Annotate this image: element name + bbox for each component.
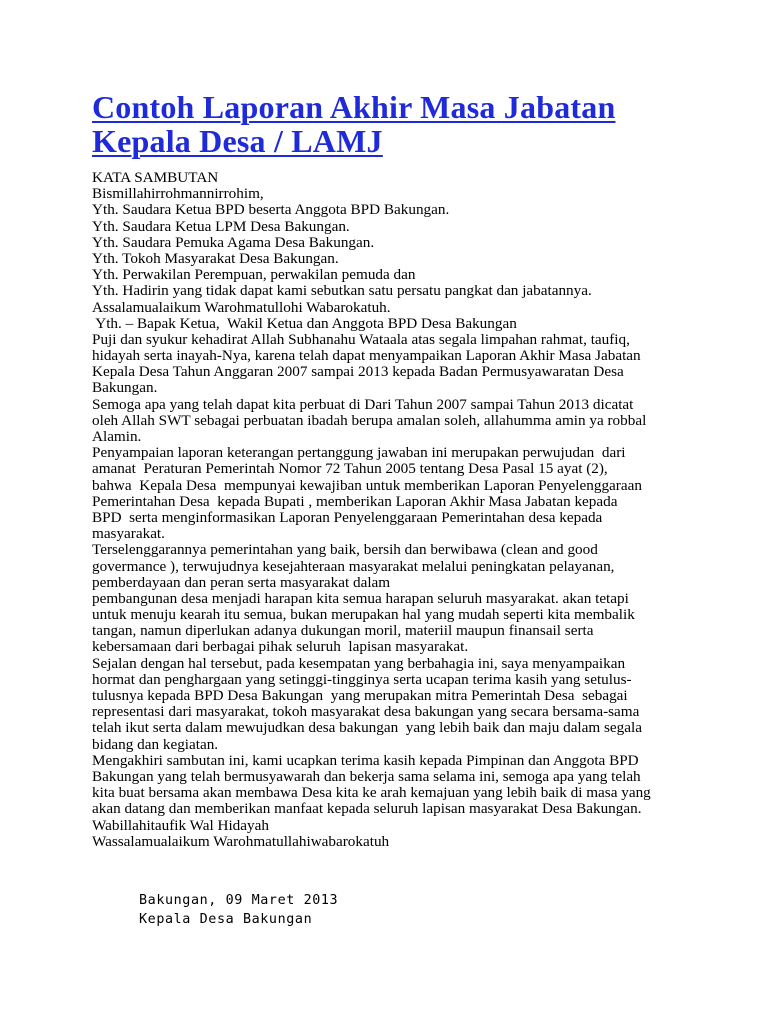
title-line-1: Contoh Laporan Akhir Masa Jabatan bbox=[92, 89, 616, 125]
body-line: KATA SAMBUTAN bbox=[92, 169, 219, 186]
body-line: tulusnya kepada BPD Desa Bakungan yang merupakan mitra Pemerintah Desa sebagai bbox=[92, 687, 628, 704]
body-line: Sejalan dengan hal tersebut, pada kesempatan yang berbahagia ini, saya menyampaikan bbox=[92, 654, 626, 672]
title-line-2: Kepala Desa / LAMJ bbox=[92, 123, 383, 159]
signature-place-date: Bakungan, 09 Maret 2013 bbox=[139, 893, 339, 908]
body-line: Yth. Perwakilan Perempuan, perwakilan pemuda dan bbox=[92, 266, 416, 284]
body-line: Yth. Hadirin yang tidak dapat kami sebutkan satu persatu pangkat dan jabatannya. bbox=[92, 282, 592, 300]
body-line: Pemerintahan Desa kepada Bupati , memberikan Laporan Akhir Masa Jabatan kepada bbox=[92, 492, 618, 510]
document-title[interactable] bbox=[92, 90, 712, 158]
body-line: Yth. Saudara Pemuka Agama Desa Bakungan. bbox=[92, 233, 375, 251]
body-line: tangan, namun diperlukan adanya dukungan moril, materiil maupun finansail serta bbox=[92, 622, 594, 640]
body-line: masyarakat. bbox=[92, 525, 165, 543]
body-line: Terselenggarannya pemerintahan yang baik, bersih dan berwibawa (clean and good bbox=[92, 541, 598, 559]
signature-block bbox=[139, 891, 539, 929]
body-line: Yth. Tokoh Masyarakat Desa Bakungan. bbox=[92, 249, 339, 267]
body-line: pembangunan desa menjadi harapan kita semua harapan seluruh masyarakat. akan tetapi bbox=[92, 589, 629, 607]
body-line: Yth. Saudara Ketua LPM Desa Bakungan. bbox=[92, 217, 350, 235]
body-line: Puji dan syukur kehadirat Allah Subhanahu Wataala atas segala limpahan rahmat, taufiq, bbox=[92, 330, 630, 348]
body-line: Yth. Saudara Ketua BPD beserta Anggota BPD Bakungan. bbox=[92, 201, 450, 219]
body-line: Kepala Desa Tahun Anggaran 2007 sampai 2013 kepada Badan Permusyawaratan Desa bbox=[92, 363, 624, 381]
body-line: Alamin. bbox=[92, 428, 142, 445]
body-line: Semoga apa yang telah dapat kita perbuat di Dari Tahun 2007 sampai Tahun 2013 dicatat bbox=[92, 395, 634, 413]
body-line: Mengakhiri sambutan ini, kami ucapkan terima kasih kepada Pimpinan dan Anggota BPD bbox=[92, 751, 639, 769]
body-line: bidang dan kegiatan. bbox=[92, 735, 219, 753]
document-body bbox=[92, 170, 712, 850]
body-line: telah ikut serta dalam mewujudkan desa bakungan yang lebih baik dan maju dalam segala bbox=[92, 719, 642, 737]
body-line: Bakungan yang telah bermusyawarah dan bekerja sama selama ini, semoga apa yang telah bbox=[92, 767, 641, 785]
body-line: Yth. – Bapak Ketua, Wakil Ketua dan Anggota BPD Desa Bakungan bbox=[92, 314, 517, 332]
body-line: Assalamualaikum Warohmatullohi Wabarokatuh. bbox=[92, 298, 391, 316]
body-line: akan datang dan memberikan manfaat kepada seluruh lapisan masyarakat Desa Bakungan. bbox=[92, 800, 642, 818]
body-line: Penyampaian laporan keterangan pertanggung jawaban ini merupakan perwujudan dari bbox=[92, 444, 626, 462]
body-line: amanat Peraturan Pemerintah Nomor 72 Tahun 2005 tentang Desa Pasal 15 ayat (2), bbox=[92, 460, 608, 478]
body-line: kebersamaan dari berbagai pihak seluruh lapisan masyarakat. bbox=[92, 638, 469, 656]
body-line: BPD serta menginformasikan Laporan Penyelenggaraan Pemerintahan desa kepada bbox=[92, 508, 603, 526]
body-line: untuk menuju kearah itu semua, bukan merupakan hal yang mudah seperti kita membalik bbox=[92, 606, 635, 624]
body-line: pemberdayaan dan peran serta masyarakat dalam bbox=[92, 573, 391, 591]
title-link[interactable] bbox=[92, 90, 712, 158]
body-line: kita buat bersama akan membawa Desa kita ke arah kemajuan yang lebih baik di masa yang bbox=[92, 784, 651, 802]
body-line: Bismillahirrohmannirrohim, bbox=[92, 185, 264, 203]
signature-position: Kepala Desa Bakungan bbox=[139, 912, 313, 927]
body-line: Wabillahitaufik Wal Hidayah bbox=[92, 816, 269, 834]
body-line: hormat dan penghargaan yang setinggi-tingginya serta ucapan terima kasih yang setulus- bbox=[92, 670, 632, 688]
body-line: govermance ), terwujudnya kesejahteraan masyarakat melalui peningkatan pelayanan, bbox=[92, 557, 615, 575]
body-line: Wassalamualaikum Warohmatullahiwabarokatuh bbox=[92, 832, 390, 850]
body-line: oleh Allah SWT sebagai perbuatan ibadah berupa amalan soleh, allahumma amin ya robbal bbox=[92, 411, 647, 429]
body-line: representasi dari masyarakat, tokoh masyarakat desa bakungan yang secara bersama-sama bbox=[92, 703, 640, 721]
body-line: Bakungan. bbox=[92, 379, 158, 397]
body-line: bahwa Kepala Desa mempunyai kewajiban untuk memberikan Laporan Penyelenggaraan bbox=[92, 476, 642, 494]
body-line: hidayah serta inayah-Nya, karena telah dapat menyampaikan Laporan Akhir Masa Jabatan bbox=[92, 347, 641, 365]
